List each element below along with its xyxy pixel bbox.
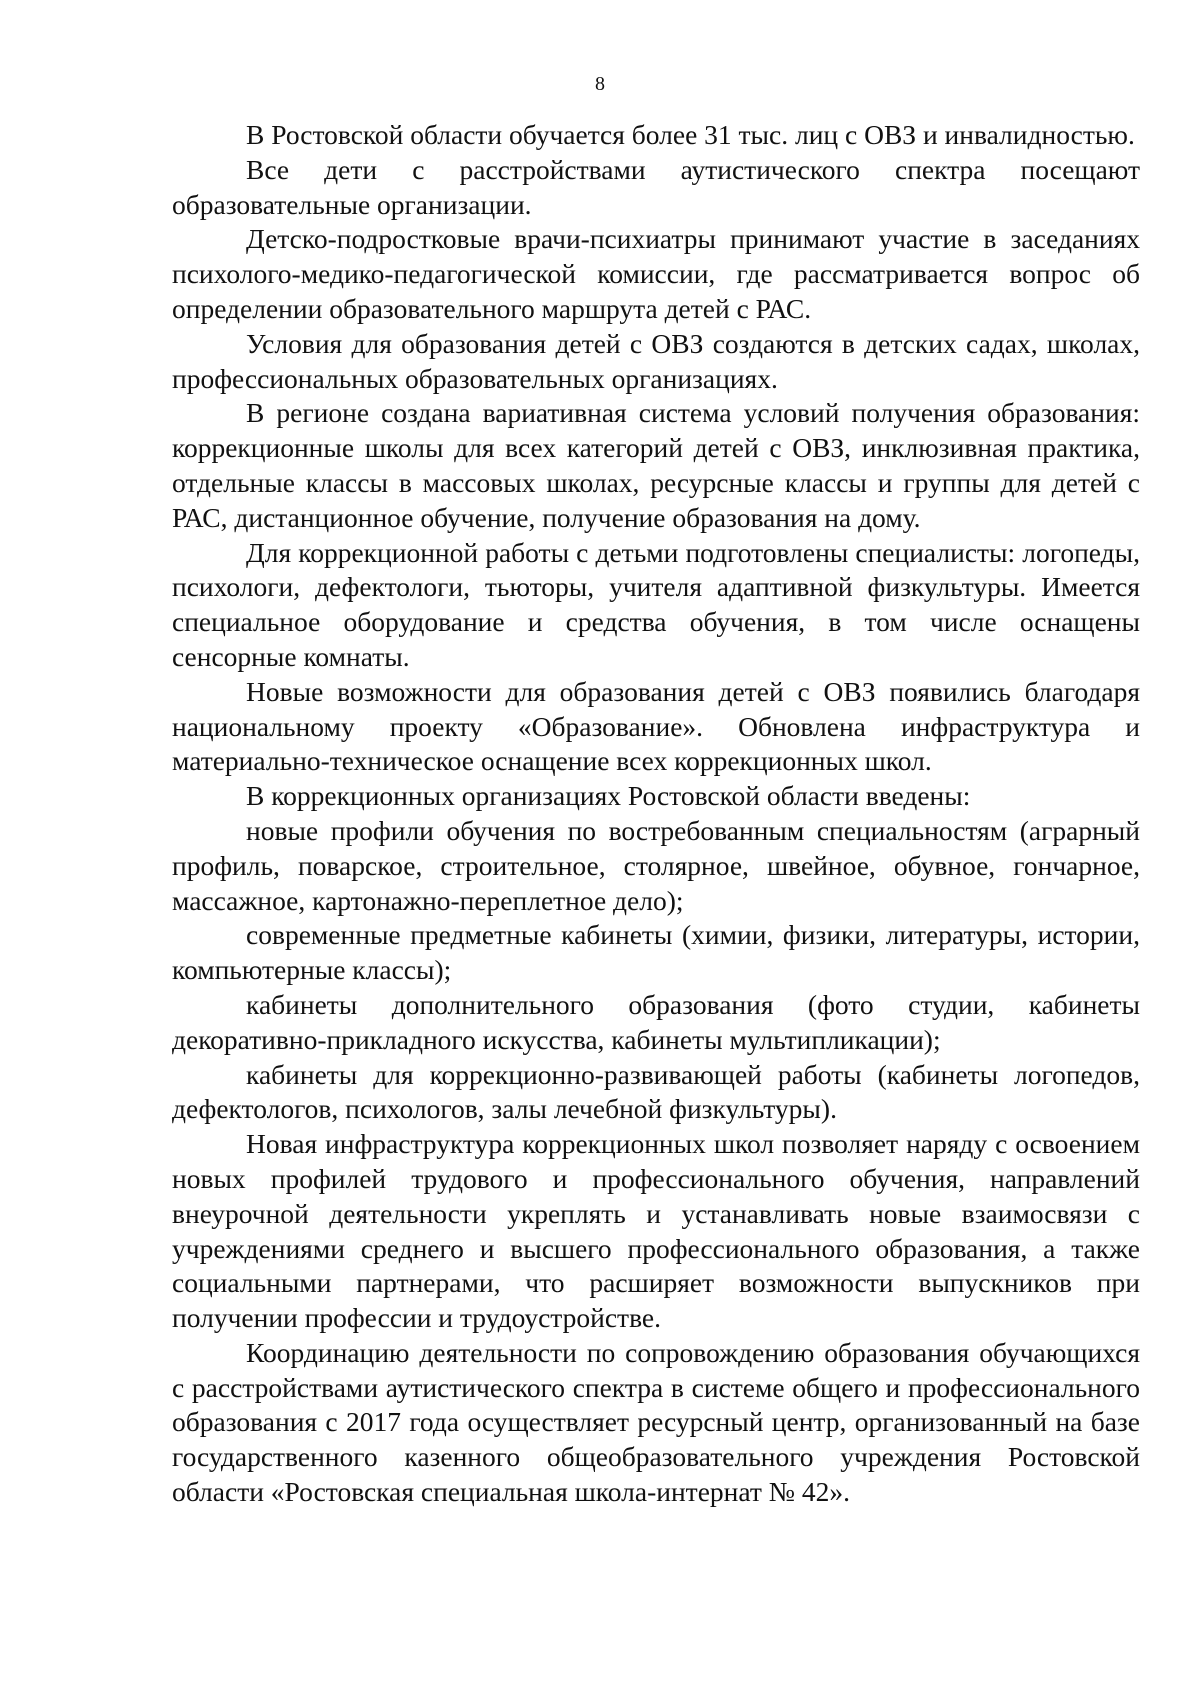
paragraph-resource-center: Координацию деятельности по сопровождению образования обучающихся с расстройствами аутистического спектра в системе общего и профессионального образования с 2017 года осуществляет ресурсный центр, организованный на базе государственного казенного общеобразовательного учреждения Ростовской области «Ростовская специальная школа-интернат № 42». bbox=[172, 1336, 1140, 1508]
page-number: 8 bbox=[595, 73, 605, 95]
document-body bbox=[172, 118, 1140, 1510]
paragraph-new-infrastructure: Новая инфраструктура коррекционных школ позволяет наряду с освоением новых профилей трудового и профессионального обучения, направлений внеурочной деятельности укреплять и устанавливать новые взаимосвязи с учреждениями среднего и высшего профессионального образования, а также социальными партнерами, что расширяет возможности выпускников при получении профессии и трудоустройстве. bbox=[172, 1128, 1140, 1334]
paragraph-students-count: В Ростовской области обучается более 31 тыс. лиц с ОВЗ и инвалидностью. bbox=[246, 119, 1135, 150]
list-item-training-profiles: новые профили обучения по востребованным специальностям (аграрный профиль, поварское, строительное, столярное, швейное, обувное, гончарное, массажное, картонажно-переплетное дело); bbox=[172, 814, 1140, 916]
paragraph-education-conditions: Условия для образования детей с ОВЗ создаются в детских садах, школах, профессиональных образовательных организациях. bbox=[172, 327, 1140, 394]
paragraph-introduced-intro: В коррекционных организациях Ростовской области введены: bbox=[246, 780, 971, 812]
paragraph-autism-attendance: Все дети с расстройствами аутистического спектра посещают образовательные организации. bbox=[172, 153, 1140, 220]
list-item-correctional-rooms: кабинеты для коррекционно-развивающей работы (кабинеты логопедов, дефектологов, психологов, залы лечебной физкультуры). bbox=[172, 1058, 1140, 1125]
paragraph-variative-system: В регионе создана вариативная система условий получения образования: коррекционные школы для всех категорий детей с ОВЗ, инклюзивная практика, отдельные классы в массовых школах, ресурсные классы и группы для детей с РАС, дистанционное обучение, получение образования на дому. bbox=[172, 397, 1140, 533]
paragraph-psychiatrists: Детско-подростковые врачи-психиатры принимают участие в заседаниях психолого-медико-педагогической комиссии, где рассматривается вопрос об определении образовательного маршрута детей с РАС. bbox=[172, 223, 1140, 324]
paragraph-national-project: Новые возможности для образования детей с ОВЗ появились благодаря национальному проекту «Образование». Обновлена инфраструктура и материально-техническое оснащение всех коррекционных школ. bbox=[172, 675, 1140, 777]
list-item-subject-rooms: современные предметные кабинеты (химии, физики, литературы, истории, компьютерные классы); bbox=[172, 919, 1140, 986]
list-item-additional-education: кабинеты дополнительного образования (фото студии, кабинеты декоративно-прикладного искусства, кабинеты мультипликации); bbox=[172, 988, 1140, 1055]
paragraph-specialists: Для коррекционной работы с детьми подготовлены специалисты: логопеды, психологи, дефектологи, тьюторы, учителя адаптивной физкультуры. Имеется специальное оборудование и средства обучения, в том числе оснащены сенсорные комнаты. bbox=[172, 536, 1140, 672]
